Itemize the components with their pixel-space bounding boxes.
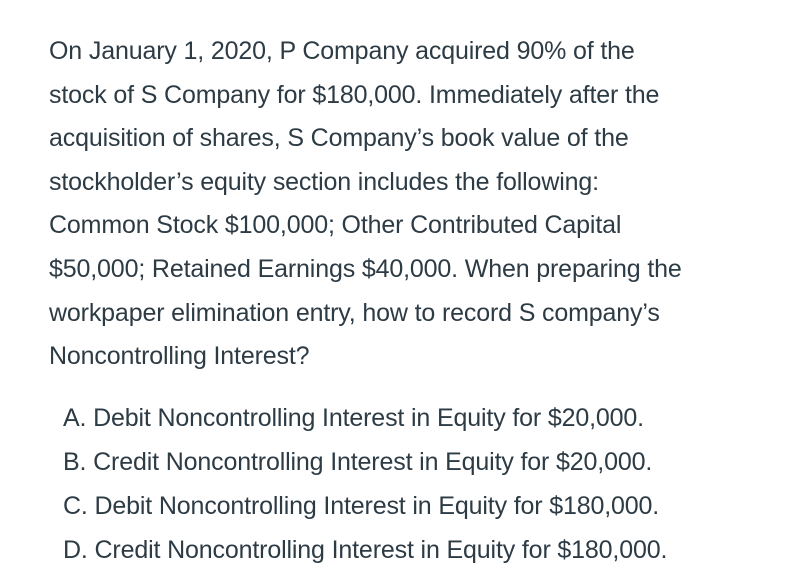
option-a: A. Debit Noncontrolling Interest in Equity for $20,000. (63, 404, 644, 432)
option-b: B. Credit Noncontrolling Interest in Equity for $20,000. (63, 448, 653, 476)
option-d: D. Credit Noncontrolling Interest in Equity for $180,000. (63, 536, 668, 564)
question-line-6: $50,000; Retained Earnings $40,000. When preparing the (49, 254, 682, 283)
question-line-4: stockholder’s equity section includes the following: (49, 167, 599, 196)
question-stem (49, 30, 784, 379)
question-block (49, 30, 784, 564)
question-line-3: acquisition of shares, S Company’s book value of the (49, 124, 629, 153)
question-line-1: On January 1, 2020, P Company acquired 90% of the (49, 37, 635, 65)
question-line-7: workpaper elimination entry, how to record S company’s (49, 298, 660, 327)
question-line-5: Common Stock $100,000; Other Contributed Capital (49, 211, 622, 240)
option-c: C. Debit Noncontrolling Interest in Equity for $180,000. (63, 492, 660, 520)
question-line-2: stock of S Company for $180,000. Immediately after the (49, 80, 660, 109)
answer-options (63, 396, 667, 572)
question-line-8: Noncontrolling Interest? (49, 342, 310, 371)
